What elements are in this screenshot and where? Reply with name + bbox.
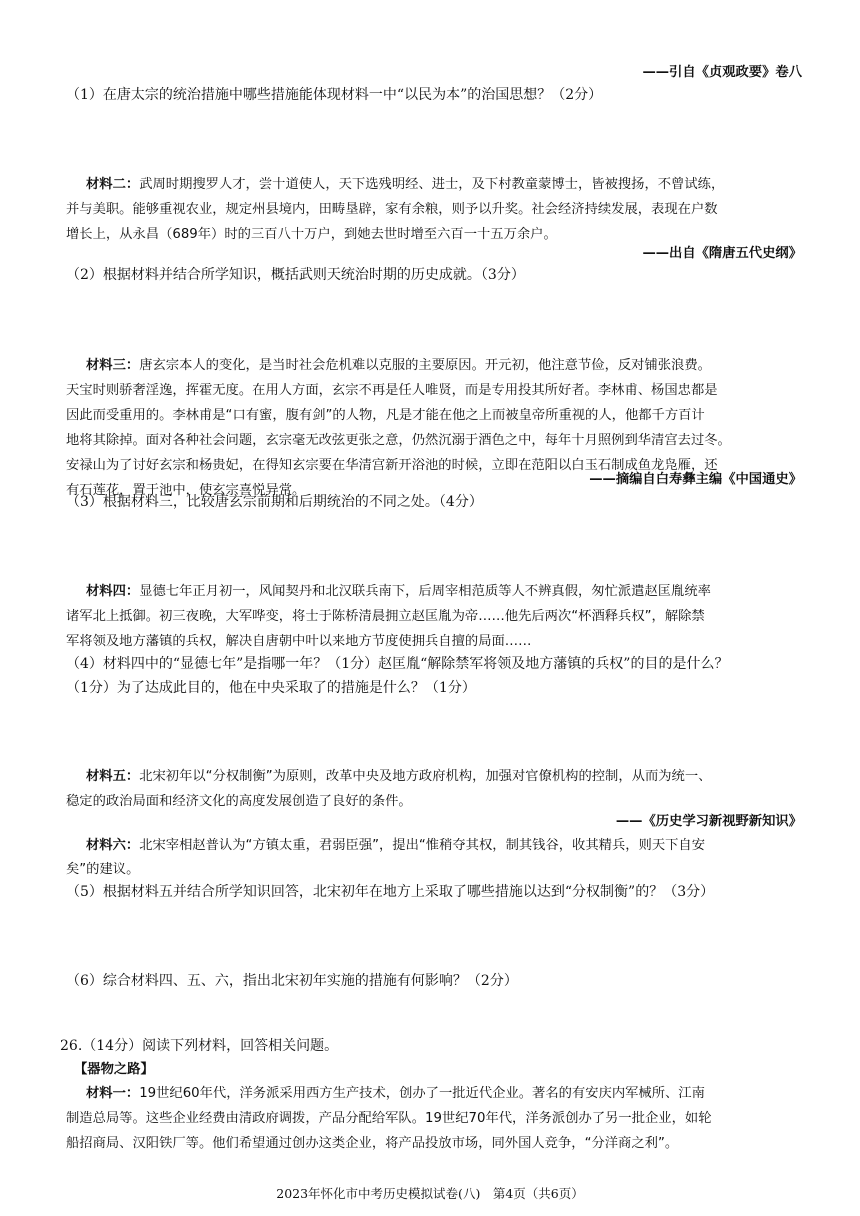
material-6-label: 材料六： <box>86 838 140 853</box>
question-4-line-1: （4）材料四中的“显德七年”是指哪一年？（1分）赵匡胤“解除禁军将领及地方藩镇的兵权”的目的是什么？ <box>66 656 729 672</box>
material-3-label: 材料三： <box>86 358 140 373</box>
material-4-label: 材料四： <box>86 584 140 599</box>
material-3-line-2: 天宝时则骄奢淫逸，挥霍无度。在用人方面，玄宗不再是任人唯贤，而是专用投其所好者。李林甫、杨国忠都是 <box>66 383 718 398</box>
question-26: 26.（14分）阅读下列材料，回答相关问题。 <box>60 1038 339 1054</box>
material-3-line-1: 材料三：唐玄宗本人的变化，是当时社会危机难以克服的主要原因。开元初，他注意节俭，反对铺张浪费。 <box>86 358 711 373</box>
material-5-line-2: 稳定的政治局面和经济文化的高度发展创造了良好的条件。 <box>66 794 412 809</box>
section-title: 【器物之路】 <box>74 1062 154 1077</box>
material-5-line-1: 材料五：北宋初年以“分权制衡”为原则，改革中央及地方政府机构，加强对官僚机构的控制，从而为统一、 <box>86 769 712 784</box>
material-4-line-1: 材料四：显德七年正月初一，风闻契丹和北汉联兵南下，后周宰相范质等人不辨真假，匆忙派遣赵匡胤统率 <box>86 584 711 599</box>
material-2-line-1: 材料二：武周时期搜罗人才，尝十道使人，天下选残明经、进士，及下村教童蒙博士，皆被搜扬，不曾试练， <box>86 177 725 192</box>
source-material-5: ——《历史学习新视野新知识》 <box>615 814 802 829</box>
source-material-2: ——出自《隋唐五代史纲》 <box>642 246 802 261</box>
material-5-label: 材料五： <box>86 769 140 784</box>
material-3-line-4: 地将其除掉。面对各种社会问题，玄宗毫无改弦更张之意，仍然沉溺于酒色之中，每年十月照例到华清宫去过冬。 <box>66 433 731 448</box>
material-26-1-label: 材料一： <box>86 1086 140 1101</box>
question-3: （3）根据材料三，比较唐玄宗前期和后期统治的不同之处。（4分） <box>66 494 483 510</box>
material-26-1-line-1: 材料一：19世纪60年代，洋务派采用西方生产技术，创办了一批近代企业。著名的有安庆内军械所、江南 <box>86 1086 705 1101</box>
question-4-line-2: （1分）为了达成此目的，他在中央采取了的措施是什么？（1分） <box>66 680 476 696</box>
question-1: （1）在唐太宗的统治措施中哪些措施能体现材料一中“以民为本”的治国思想？（2分） <box>66 87 603 103</box>
material-2-line-2: 并与美职。能够重视农业，规定州县境内，田畴垦辟，家有余粮，则予以升奖。社会经济持续发展，表现在户数 <box>66 202 718 217</box>
source-material-1: ——引自《贞观政要》卷八 <box>642 65 802 80</box>
question-2: （2）根据材料并结合所学知识，概括武则天统治时期的历史成就。（3分） <box>66 267 525 283</box>
page-footer: 2023年怀化市中考历史模拟试卷(八) 第4页（共6页） <box>276 1186 584 1201</box>
question-6: （6）综合材料四、五、六，指出北宋初年实施的措施有何影响？（2分） <box>66 973 518 989</box>
material-26-1-line-2: 制造总局等。这些企业经费由清政府调拨，产品分配给军队。19世纪70年代，洋务派创办了另一批企业，如轮 <box>66 1111 712 1126</box>
material-6-line-1: 材料六：北宋宰相赵普认为“方镇太重，君弱臣强”，提出“惟稍夺其权，制其钱谷，收其精兵，则天下自安 <box>86 838 706 853</box>
material-26-1-line-3: 船招商局、汉阳铁厂等。他们希望通过创办这类企业，将产品投放市场，同外国人竞争，“分洋商之利”。 <box>66 1136 679 1151</box>
material-6-line-2: 矣”的建议。 <box>66 862 140 877</box>
material-3-line-3: 因此而受重用的。李林甫是“口有蜜，腹有剑”的人物，凡是才能在他之上而被皇帝所重视的人，他都千方百计 <box>66 408 705 423</box>
question-5: （5）根据材料五并结合所学知识回答，北宋初年在地方上采取了哪些措施以达到“分权制衡”的？（3分） <box>66 884 715 900</box>
material-4-line-3: 军将领及地方藩镇的兵权，解决自唐朝中叶以来地方节度使拥兵自擅的局面…… <box>66 634 532 649</box>
material-2-line-3: 增长上，从永昌（689年）时的三百八十万户，到她去世时增至六百一十五万余户。 <box>66 227 557 242</box>
material-3-line-6: 有石莲花，置于池中，使玄宗喜悦异常。 <box>66 483 306 498</box>
material-4-line-2: 诸军北上抵御。初三夜晚，大军哗变，将士于陈桥清晨拥立赵匡胤为帝……他先后两次“杯酒释兵权”，解除禁 <box>66 609 705 624</box>
material-2-label: 材料二： <box>86 177 140 192</box>
source-material-3: ——摘编自白寿彝主编《中国通史》 <box>589 472 802 487</box>
material-3-line-5: 安禄山为了讨好玄宗和杨贵妃，在得知玄宗要在华清宫新开浴池的时候，立即在范阳以白玉石制成鱼龙凫雁，还 <box>66 458 718 473</box>
